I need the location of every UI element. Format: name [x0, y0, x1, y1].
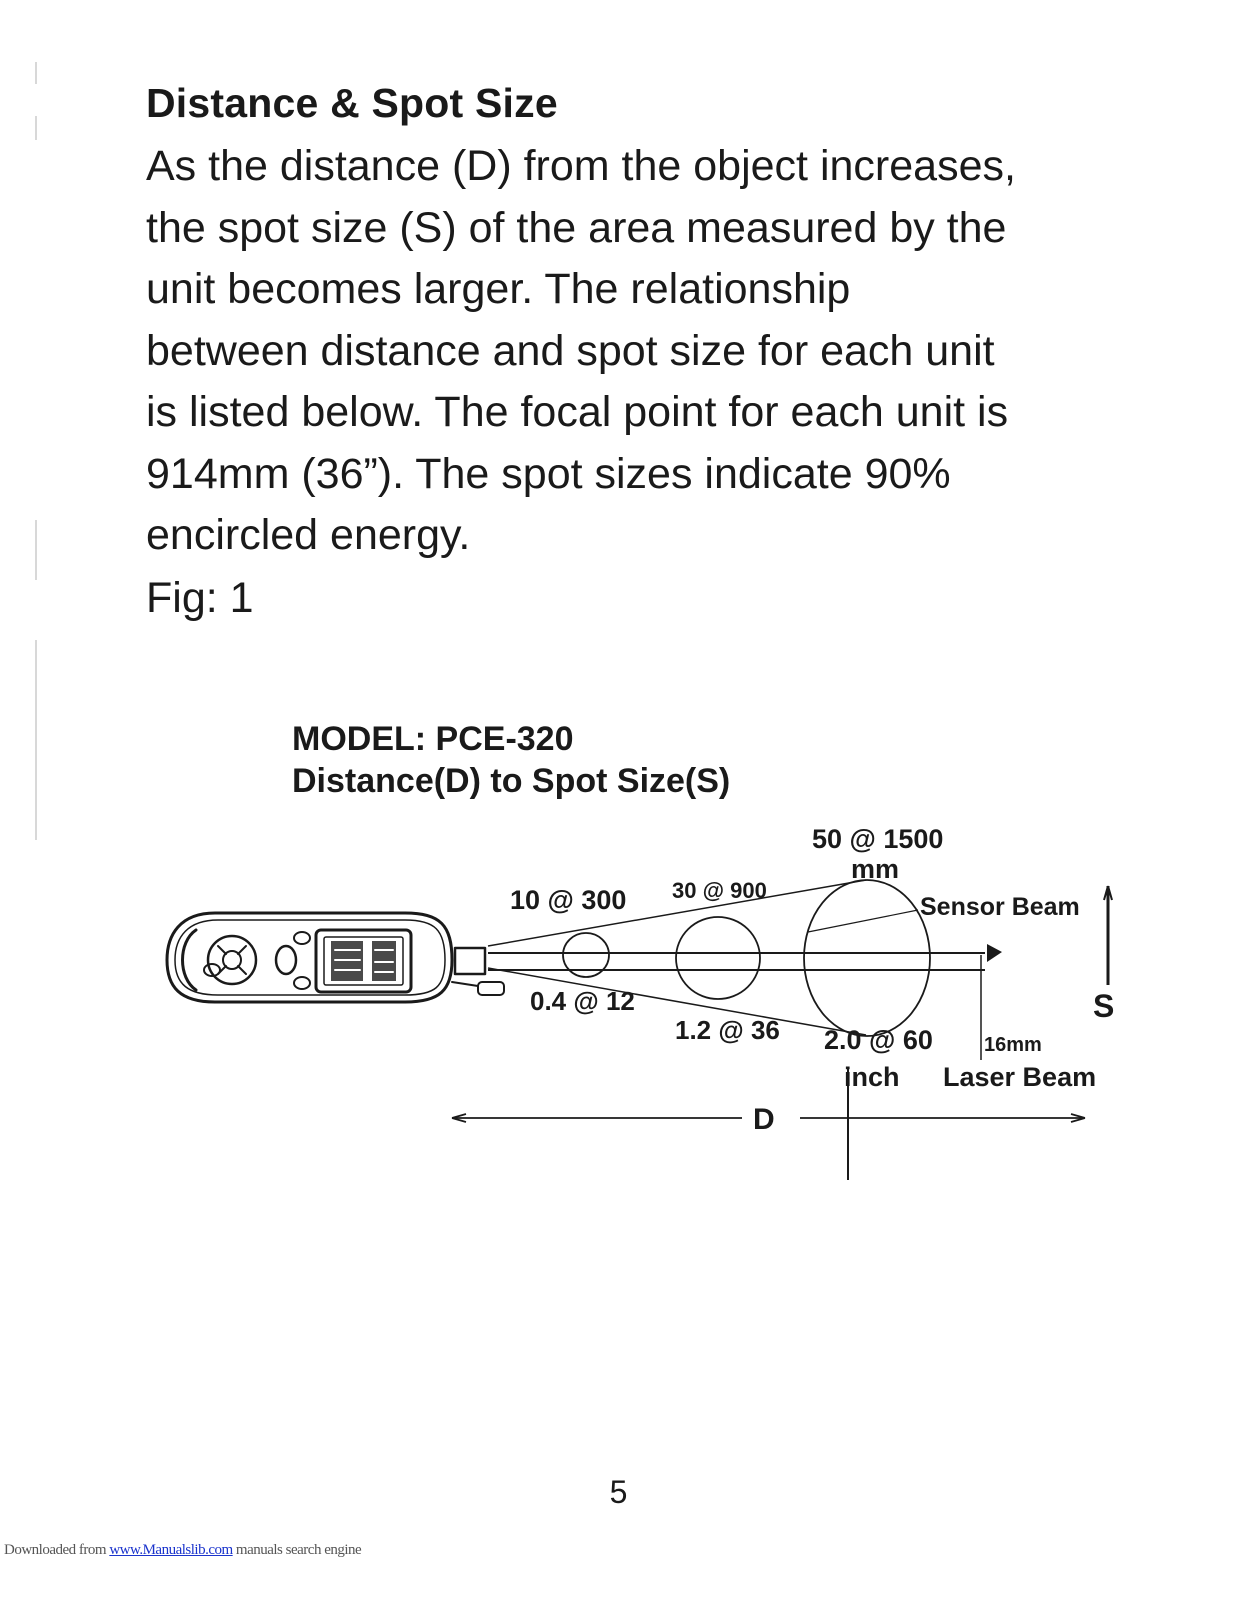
download-footer [4, 1542, 361, 1559]
paragraph-line: 914mm (36”). The spot sizes indicate 90% [146, 449, 951, 498]
inch-large-spot-label: 2.0 @ 60 [824, 1025, 933, 1055]
manualslib-link[interactable]: www.Manualslib.com [109, 1542, 233, 1558]
sensor-beam-label: Sensor Beam [920, 893, 1080, 921]
page-number: 5 [609, 1474, 628, 1510]
model-line: MODEL: PCE-320 [292, 720, 574, 758]
paragraph-line: the spot size (S) of the area measured by the [146, 203, 1007, 252]
paragraph-line: encircled energy. [146, 511, 471, 559]
mm-mid-spot-label: 30 @ 900 [672, 878, 767, 903]
mm-unit-label: mm [851, 854, 900, 884]
footer-prefix: Downloaded from [4, 1542, 110, 1558]
paragraph-line: between distance and spot size for each unit [146, 326, 995, 375]
paragraph-line: is listed below. The focal point for each unit is [146, 388, 1009, 436]
s-dimension-arrow [1104, 886, 1112, 985]
laser-beam-label: Laser Beam [943, 1062, 1097, 1092]
section-heading: Distance & Spot Size [146, 80, 558, 126]
inch-small-spot-label: 0.4 @ 12 [530, 986, 635, 1016]
inch-unit-label: inch [844, 1062, 900, 1092]
inch-mid-spot-label: 1.2 @ 36 [675, 1015, 780, 1045]
footer-suffix: manuals search engine [232, 1542, 362, 1558]
figure-label: Fig: 1 [146, 574, 254, 622]
distance-d-marker: D [753, 1103, 775, 1136]
thermometer-device-illustration [167, 913, 504, 1002]
diagram-subtitle: Distance(D) to Spot Size(S) [292, 762, 731, 800]
paragraph-line: As the distance (D) from the object increases, [146, 142, 1016, 190]
mm-small-spot-label: 10 @ 300 [510, 885, 627, 915]
laser-offset-label: 16mm [984, 1034, 1042, 1056]
spot-size-s-marker: S [1093, 988, 1115, 1024]
mm-large-spot-label: 50 @ 1500 [812, 824, 944, 854]
paragraph-line: unit becomes larger. The relationship [146, 265, 851, 313]
